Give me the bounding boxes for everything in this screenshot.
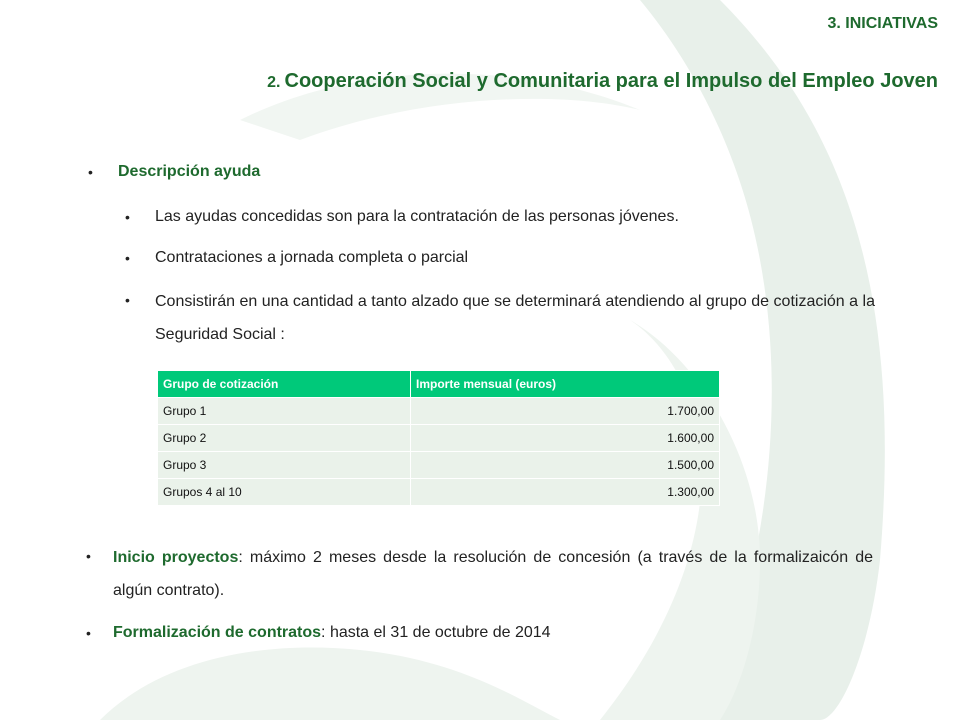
table-cell-group: Grupo 1 <box>158 398 411 425</box>
bullet-dot: • <box>86 625 91 641</box>
bullet-contract-deadline <box>86 618 551 648</box>
bullet-project-start <box>86 541 873 607</box>
slide-title <box>267 70 938 93</box>
table-cell-amount: 1.600,00 <box>411 425 720 452</box>
bullet-body: : máximo 2 meses desde la resolución de concesión (a través de la formalizaicón de algún contrato). <box>113 549 873 599</box>
table-header-group: Grupo de cotización <box>158 371 411 398</box>
bullet-dot: • <box>88 164 93 180</box>
bullet-dot: • <box>125 209 130 225</box>
bullet-young-people <box>125 202 679 232</box>
table-header-amount: Importe mensual (euros) <box>411 371 720 398</box>
bullet-text: Contrataciones a jornada completa o parcial <box>155 249 469 266</box>
bullet-label: Formalización de contratos <box>113 624 322 641</box>
table-cell-group: Grupo 3 <box>158 452 411 479</box>
bullet-text: Consistirán en una cantidad a tanto alzado que se determinará atendiendo al grupo de cotización a la Seguridad Social : <box>155 293 875 343</box>
bullet-contract-type <box>125 243 469 273</box>
bullet-text <box>113 541 873 607</box>
table-row <box>158 479 720 506</box>
table-row <box>158 398 720 425</box>
table-cell-group: Grupos 4 al 10 <box>158 479 411 506</box>
bullet-description-heading <box>88 157 261 187</box>
bullet-dot: • <box>86 548 91 564</box>
contribution-table <box>157 370 720 506</box>
table-row <box>158 425 720 452</box>
bullet-dot: • <box>125 250 130 266</box>
table-cell-group: Grupo 2 <box>158 425 411 452</box>
table-header-row <box>158 371 720 398</box>
section-label: 3. INICIATIVAS <box>827 15 938 32</box>
bullet-lump-sum <box>125 285 875 351</box>
bullet-label: Inicio proyectos <box>113 549 239 566</box>
table-cell-amount: 1.700,00 <box>411 398 720 425</box>
bullet-text: Las ayudas concedidas son para la contratación de las personas jóvenes. <box>155 208 679 225</box>
table-row <box>158 452 720 479</box>
bullet-text: Descripción ayuda <box>118 163 261 180</box>
bullet-dot: • <box>125 292 130 308</box>
title-text: Cooperación Social y Comunitaria para el Impulso del Empleo Joven <box>284 70 938 92</box>
bullet-body: : hasta el 31 de octubre de 2014 <box>321 624 551 641</box>
title-number: 2. <box>267 74 281 91</box>
table-cell-amount: 1.500,00 <box>411 452 720 479</box>
table-cell-amount: 1.300,00 <box>411 479 720 506</box>
bullet-text <box>113 624 551 641</box>
